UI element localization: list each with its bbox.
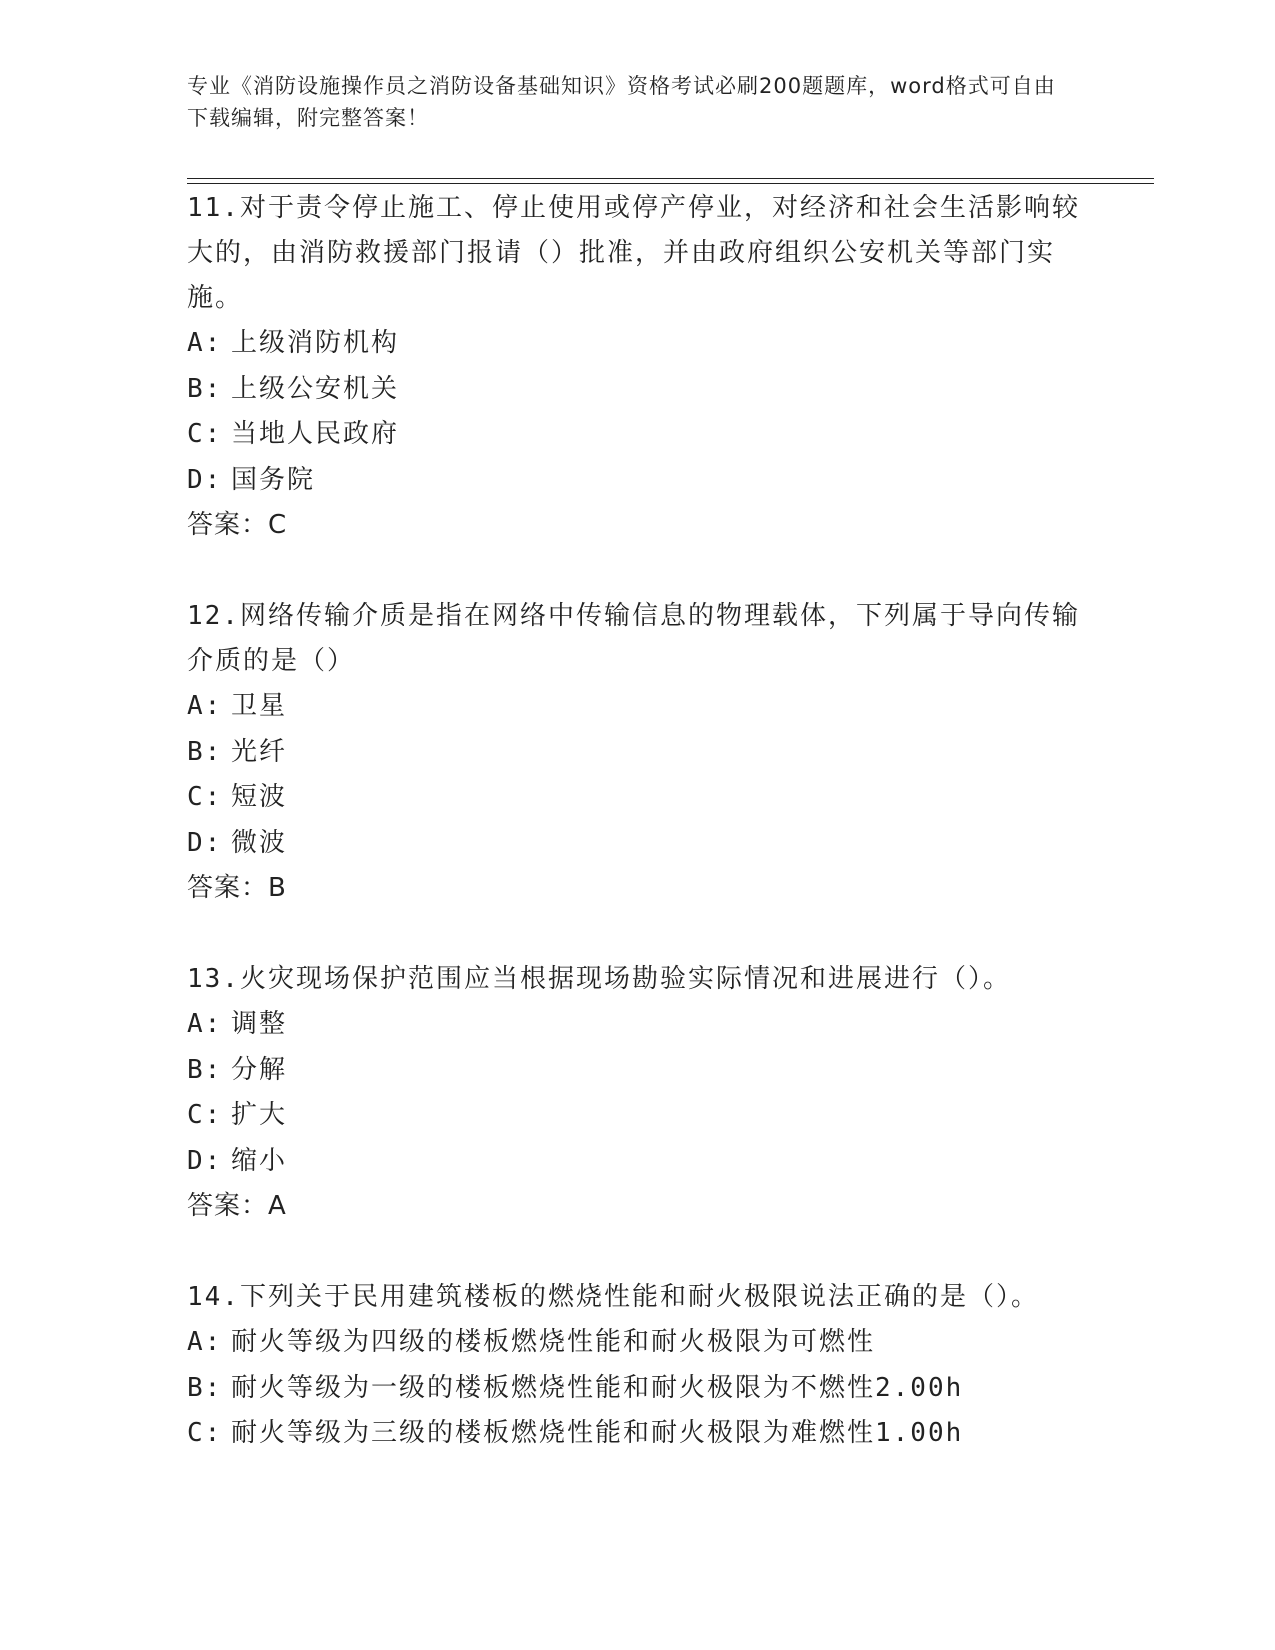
option-letter: C: [187,419,223,449]
option-letter: A: [187,1009,223,1039]
question-stem: 14.下列关于民用建筑楼板的燃烧性能和耐火极限说法正确的是（）。 [187,1282,1039,1312]
option-text: 耐火等级为一级的楼板燃烧性能和耐火极限为不燃性2.00h [231,1372,964,1403]
option-a [187,321,1087,367]
option-letter: C: [187,782,223,812]
option-text: 当地人民政府 [231,419,400,449]
option-c [187,412,1087,458]
option-text: 缩小 [231,1145,288,1176]
question-stem: 11.对于责令停止施工、停止使用或停产停业，对经济和社会生活影响较大的，由消防救援部门报请（）批准，并由政府组织公安机关等部门实施。 [187,193,1080,313]
option-text: 耐火等级为四级的楼板燃烧性能和耐火极限为可燃性 [231,1327,876,1357]
question-13 [187,957,1087,1229]
document-header: 专业《消防设施操作员之消防设备基础知识》资格考试必刷200题题库，word格式可自由下载编辑，附完整答案！ [187,74,1056,130]
option-letter: A: [187,328,223,358]
option-a [187,1320,1087,1366]
question-11 [187,186,1087,548]
option-d [187,821,1087,867]
question-12 [187,594,1087,911]
option-text: 光纤 [231,736,288,767]
header-rule-top [187,178,1154,179]
option-letter: B: [187,1372,223,1403]
option-b [187,730,1087,776]
answer-line: 答案：B [187,873,287,903]
option-c [187,1411,1087,1457]
option-text: 调整 [231,1009,288,1039]
option-d [187,1139,1087,1185]
option-text: 耐火等级为三级的楼板燃烧性能和耐火极限为难燃性1.00h [231,1418,964,1448]
option-b [187,1366,1087,1412]
question-list [187,186,1087,1503]
option-text: 国务院 [231,464,316,495]
option-text: 上级消防机构 [231,328,400,358]
option-letter: D: [187,1145,223,1176]
option-c [187,775,1087,821]
option-text: 扩大 [231,1100,288,1130]
option-a [187,684,1087,730]
option-letter: B: [187,736,223,767]
answer-line: 答案：C [187,510,288,540]
option-letter: B: [187,373,223,404]
header-rule-bottom [187,183,1154,184]
option-text: 卫星 [231,691,288,721]
option-a [187,1002,1087,1048]
option-letter: A: [187,1327,223,1357]
option-d [187,458,1087,504]
option-text: 上级公安机关 [231,373,400,404]
option-c [187,1093,1087,1139]
question-stem: 12.网络传输介质是指在网络中传输信息的物理载体，下列属于导向传输介质的是（） [187,601,1080,676]
option-letter: C: [187,1418,223,1448]
option-text: 短波 [231,782,288,812]
option-b [187,1048,1087,1094]
option-letter: D: [187,464,223,495]
option-letter: D: [187,827,223,858]
option-letter: C: [187,1100,223,1130]
question-14 [187,1275,1087,1457]
option-b [187,367,1087,413]
option-text: 微波 [231,827,288,858]
option-letter: A: [187,691,223,721]
answer-line: 答案：A [187,1191,287,1221]
option-text: 分解 [231,1054,288,1085]
option-letter: B: [187,1054,223,1085]
question-stem: 13.火灾现场保护范围应当根据现场勘验实际情况和进展进行（）。 [187,964,1011,994]
